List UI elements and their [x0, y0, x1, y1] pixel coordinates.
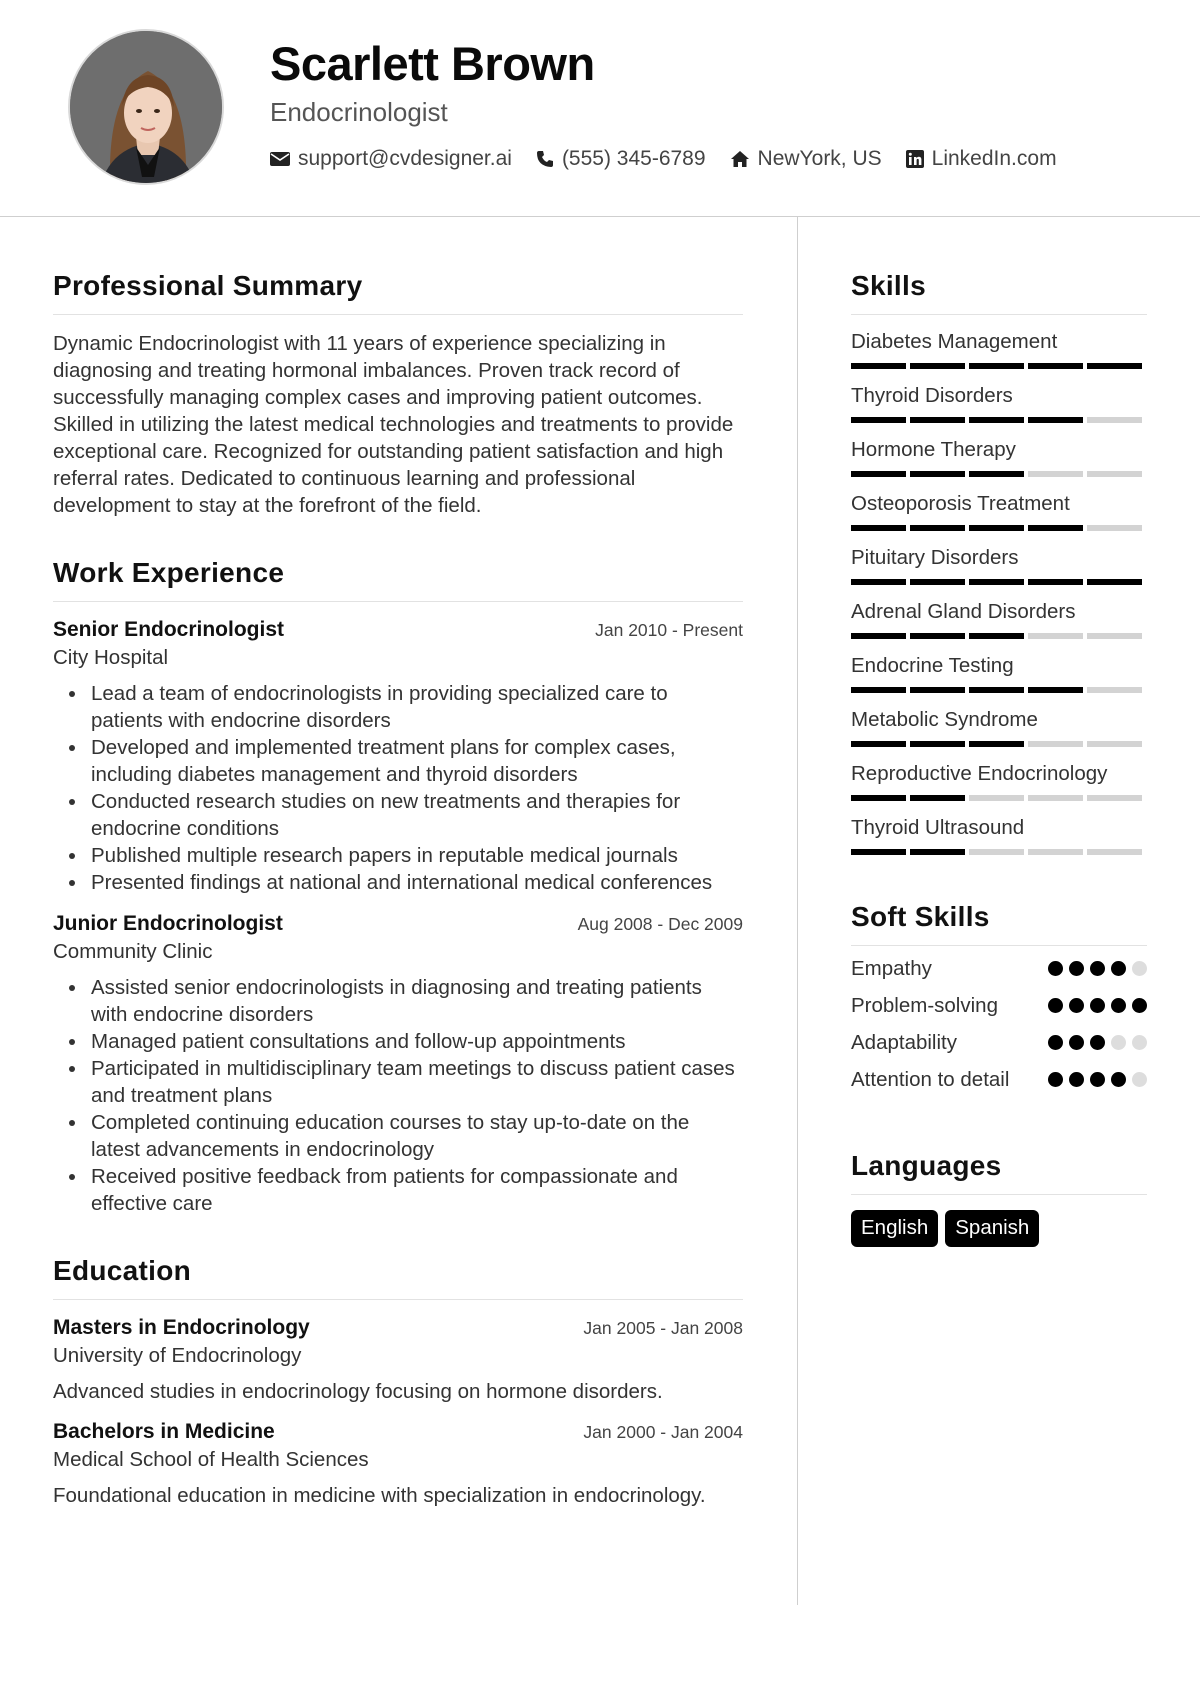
rating-dot-filled: [1069, 1072, 1084, 1087]
skill-rating-bar: [851, 471, 1147, 477]
job-org: City Hospital: [53, 646, 169, 669]
skill-segment-filled: [910, 849, 965, 855]
rating-dot-filled: [1132, 998, 1147, 1013]
soft-skill-item: [851, 954, 1147, 983]
job-title: Junior Endocrinologist: [53, 912, 283, 935]
skill-segment-filled: [969, 363, 1024, 369]
skill-item: [851, 492, 1147, 531]
skill-segment-empty: [1087, 633, 1142, 639]
summary-text: Dynamic Endocrinologist with 11 years of experience specializing in diagnosing and treating hormonal imbalances. Proven track record of successfully managing complex cases and improving patient outcomes. Skilled in utilizing the latest medical technologies and treatments to provide exceptional care. Recognized for outstanding patient satisfaction and high referral rates. Dedicated to continuous learning and professional development to stay at the forefront of the field.: [53, 332, 734, 517]
skill-segment-filled: [1087, 363, 1142, 369]
skill-item: [851, 438, 1147, 477]
skills-heading: Skills: [851, 270, 1147, 315]
job-bullets: [53, 680, 743, 896]
education-entry: [53, 1420, 743, 1508]
resume-header: [0, 0, 1200, 217]
education-entry: [53, 1316, 743, 1404]
skill-segment-filled: [969, 579, 1024, 585]
skill-name: Metabolic Syndrome: [851, 708, 1038, 731]
skill-segment-filled: [1087, 579, 1142, 585]
skill-segment-filled: [910, 525, 965, 531]
skill-name: Pituitary Disorders: [851, 546, 1019, 569]
rating-dot-filled: [1069, 961, 1084, 976]
skill-name: Diabetes Management: [851, 330, 1058, 353]
skill-segment-empty: [1087, 525, 1142, 531]
skill-segment-filled: [851, 417, 906, 423]
location-text: NewYork, US: [757, 147, 882, 170]
skill-segment-filled: [1028, 687, 1083, 693]
job-entry: [53, 618, 743, 896]
contact-location: [730, 147, 882, 171]
skill-segment-empty: [1087, 417, 1142, 423]
skill-segment-filled: [910, 417, 965, 423]
soft-skill-rating: [1042, 1072, 1147, 1087]
skill-segment-filled: [910, 363, 965, 369]
skill-item: [851, 384, 1147, 423]
work-section: [53, 557, 743, 1217]
rating-dot-filled: [1111, 998, 1126, 1013]
skill-segment-empty: [1028, 741, 1083, 747]
linkedin-icon: [906, 150, 924, 168]
skill-segment-empty: [1087, 849, 1142, 855]
skill-item: [851, 330, 1147, 369]
job-date: Jan 2010 - Present: [595, 620, 743, 640]
profile-photo: [70, 31, 224, 185]
phone-icon: [536, 150, 554, 168]
skill-segment-filled: [910, 579, 965, 585]
main-column: [53, 217, 743, 1508]
skill-segment-filled: [851, 687, 906, 693]
summary-heading: Professional Summary: [53, 270, 743, 315]
job-org: Community Clinic: [53, 940, 213, 963]
skill-rating-bar: [851, 741, 1147, 747]
soft-skill-name: Adaptability: [851, 1031, 957, 1054]
rating-dot-filled: [1048, 1072, 1063, 1087]
envelope-icon: [270, 151, 290, 167]
skill-segment-empty: [969, 795, 1024, 801]
soft-skill-item: [851, 1028, 1147, 1057]
email-text: support@cvdesigner.ai: [298, 147, 512, 170]
rating-dot-filled: [1048, 998, 1063, 1013]
skill-segment-empty: [1087, 687, 1142, 693]
skill-segment-filled: [969, 633, 1024, 639]
bullet-item: Assisted senior endocrinologists in diagnosing and treating patients with endocrine disorders: [53, 974, 743, 1028]
skills-section: [851, 270, 1147, 855]
skill-segment-empty: [1087, 471, 1142, 477]
bullet-item: Developed and implemented treatment plans for complex cases, including diabetes management and thyroid disorders: [53, 734, 743, 788]
skill-segment-filled: [851, 525, 906, 531]
skill-rating-bar: [851, 525, 1147, 531]
contact-phone[interactable]: [536, 147, 706, 171]
skill-segment-filled: [910, 741, 965, 747]
skill-segment-filled: [851, 849, 906, 855]
contact-linkedin[interactable]: [906, 147, 1057, 171]
skill-name: Thyroid Ultrasound: [851, 816, 1025, 839]
skill-segment-empty: [1028, 471, 1083, 477]
work-heading: Work Experience: [53, 557, 743, 602]
education-section: [53, 1255, 743, 1508]
skill-rating-bar: [851, 417, 1147, 423]
soft-skill-rating: [1042, 998, 1147, 1013]
soft-skill-item: [851, 1065, 1147, 1094]
soft-skills-heading: Soft Skills: [851, 901, 1147, 946]
skill-segment-filled: [910, 471, 965, 477]
bullet-item: Received positive feedback from patients for compassionate and effective care: [53, 1163, 743, 1217]
skill-segment-empty: [1087, 741, 1142, 747]
rating-dot-filled: [1090, 1072, 1105, 1087]
soft-skill-rating: [1042, 961, 1147, 976]
home-icon: [730, 150, 750, 168]
job-bullets: [53, 974, 743, 1217]
soft-skill-item: [851, 991, 1147, 1020]
rating-dot-filled: [1111, 961, 1126, 976]
language-badge: English: [851, 1210, 938, 1247]
skill-segment-filled: [910, 633, 965, 639]
languages-heading: Languages: [851, 1150, 1147, 1195]
contact-email[interactable]: [270, 147, 512, 171]
rating-dot-empty: [1132, 1035, 1147, 1050]
skill-rating-bar: [851, 687, 1147, 693]
skill-item: [851, 762, 1147, 801]
candidate-name: Scarlett Brown: [270, 37, 595, 90]
skill-segment-filled: [851, 795, 906, 801]
skill-segment-filled: [910, 795, 965, 801]
rating-dot-filled: [1090, 961, 1105, 976]
skill-item: [851, 654, 1147, 693]
rating-dot-filled: [1048, 961, 1063, 976]
skill-rating-bar: [851, 579, 1147, 585]
skill-rating-bar: [851, 633, 1147, 639]
rating-dot-filled: [1069, 1035, 1084, 1050]
skill-segment-filled: [969, 741, 1024, 747]
skill-segment-filled: [851, 471, 906, 477]
rating-dot-filled: [1090, 1035, 1105, 1050]
soft-skill-name: Attention to detail: [851, 1068, 1010, 1091]
skill-name: Endocrine Testing: [851, 654, 1014, 677]
skill-segment-filled: [1028, 417, 1083, 423]
skill-rating-bar: [851, 795, 1147, 801]
soft-skill-name: Problem-solving: [851, 994, 998, 1017]
skill-segment-filled: [969, 417, 1024, 423]
skill-segment-empty: [1028, 795, 1083, 801]
bullet-item: Conducted research studies on new treatments and therapies for endocrine conditions: [53, 788, 743, 842]
skill-segment-filled: [1028, 363, 1083, 369]
skill-segment-empty: [969, 849, 1024, 855]
job-entry: [53, 912, 743, 1217]
rating-dot-filled: [1048, 1035, 1063, 1050]
skill-segment-filled: [851, 363, 906, 369]
skill-name: Hormone Therapy: [851, 438, 1016, 461]
bullet-item: Lead a team of endocrinologists in providing specialized care to patients with endocrine disorders: [53, 680, 743, 734]
rating-dot-empty: [1132, 1072, 1147, 1087]
job-date: Aug 2008 - Dec 2009: [577, 914, 743, 934]
skill-segment-filled: [1028, 525, 1083, 531]
degree-title: Masters in Endocrinology: [53, 1316, 310, 1339]
skill-name: Thyroid Disorders: [851, 384, 1013, 407]
bullet-item: Published multiple research papers in reputable medical journals: [53, 842, 743, 869]
phone-text: (555) 345-6789: [561, 147, 706, 170]
skill-item: [851, 546, 1147, 585]
skill-segment-empty: [1028, 849, 1083, 855]
soft-skill-rating: [1042, 1035, 1147, 1050]
skill-name: Osteoporosis Treatment: [851, 492, 1070, 515]
rating-dot-empty: [1132, 961, 1147, 976]
skill-segment-filled: [851, 633, 906, 639]
bullet-item: Managed patient consultations and follow-up appointments: [53, 1028, 743, 1055]
bullet-item: Participated in multidisciplinary team meetings to discuss patient cases and treatment plans: [53, 1055, 743, 1109]
skill-segment-filled: [851, 741, 906, 747]
column-divider: [797, 217, 798, 1605]
skill-item: [851, 708, 1147, 747]
rating-dot-filled: [1069, 998, 1084, 1013]
skill-segment-filled: [1028, 579, 1083, 585]
language-badge: Spanish: [945, 1210, 1039, 1247]
degree-title: Bachelors in Medicine: [53, 1420, 275, 1443]
skill-name: Adrenal Gland Disorders: [851, 600, 1076, 623]
candidate-title: Endocrinologist: [270, 97, 448, 127]
skill-segment-filled: [910, 687, 965, 693]
skill-name: Reproductive Endocrinology: [851, 762, 1108, 785]
linkedin-text: LinkedIn.com: [931, 147, 1057, 170]
soft-skill-name: Empathy: [851, 957, 932, 980]
languages-section: [851, 1150, 1147, 1247]
skill-item: [851, 600, 1147, 639]
side-column: [851, 217, 1147, 1247]
skill-rating-bar: [851, 849, 1147, 855]
rating-dot-filled: [1111, 1072, 1126, 1087]
skill-segment-filled: [851, 579, 906, 585]
skill-rating-bar: [851, 363, 1147, 369]
rating-dot-empty: [1111, 1035, 1126, 1050]
avatar: [68, 29, 224, 185]
school-name: Medical School of Health Sciences: [53, 1448, 369, 1471]
degree-date: Jan 2005 - Jan 2008: [583, 1318, 743, 1338]
bullet-item: Completed continuing education courses to stay up-to-date on the latest advancements in endocrinology: [53, 1109, 743, 1163]
degree-description: Foundational education in medicine with specialization in endocrinology.: [53, 1484, 706, 1507]
soft-skills-section: [851, 901, 1147, 1094]
degree-date: Jan 2000 - Jan 2004: [583, 1422, 743, 1442]
skill-segment-filled: [969, 471, 1024, 477]
bullet-item: Presented findings at national and international medical conferences: [53, 869, 743, 896]
job-title: Senior Endocrinologist: [53, 618, 285, 641]
summary-section: [53, 270, 743, 519]
rating-dot-filled: [1090, 998, 1105, 1013]
school-name: University of Endocrinology: [53, 1344, 302, 1367]
skill-item: [851, 816, 1147, 855]
education-heading: Education: [53, 1255, 743, 1300]
skill-segment-empty: [1087, 795, 1142, 801]
skill-segment-filled: [969, 687, 1024, 693]
degree-description: Advanced studies in endocrinology focusing on hormone disorders.: [53, 1380, 663, 1403]
skills-list: [851, 330, 1147, 855]
language-list: [851, 1210, 1147, 1247]
skill-segment-empty: [1028, 633, 1083, 639]
skill-segment-filled: [969, 525, 1024, 531]
contact-bar: [270, 147, 1081, 171]
